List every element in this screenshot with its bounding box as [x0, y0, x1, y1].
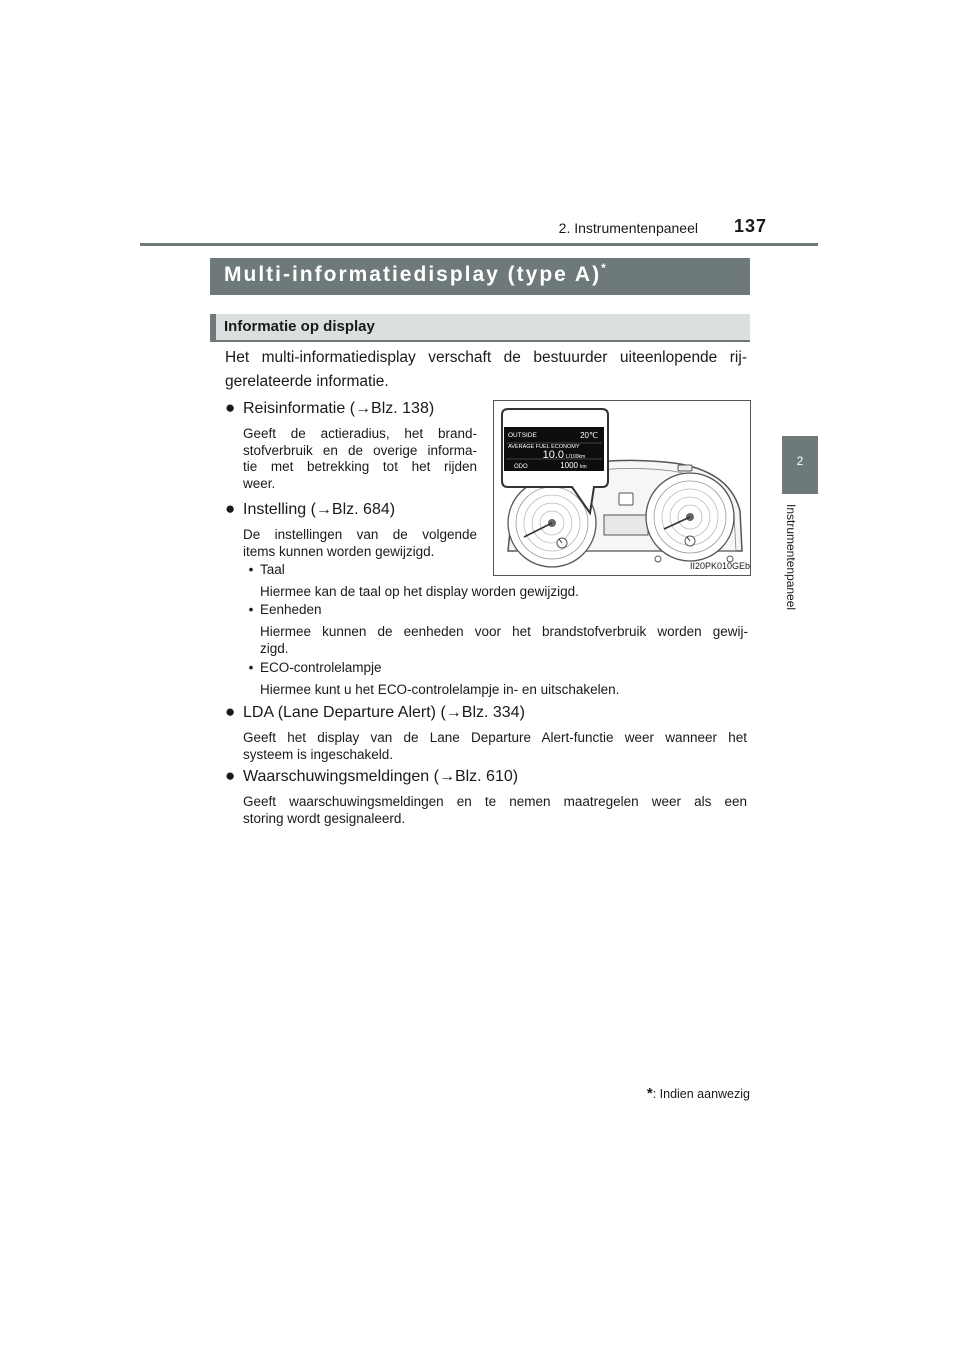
optional-mark: *: [601, 261, 606, 275]
section-banner: [210, 258, 750, 295]
item-trip-info[interactable]: [225, 398, 434, 418]
item-title: Waarschuwingsmeldingen (→Blz. 610): [243, 768, 519, 785]
setting-language: [242, 561, 285, 578]
sub-bullet: •: [248, 602, 254, 617]
subsection-title: Informatie op display: [224, 318, 375, 335]
chapter-title: 2. Instrumentenpaneel: [558, 220, 698, 236]
page-number: 137: [734, 216, 768, 236]
display-outside-value: 20℃: [580, 431, 598, 440]
desc-line: storing wordt gesignaleerd.: [243, 810, 406, 826]
setting-language-desc: [260, 584, 748, 601]
section-title-text: Multi-informatiedisplay (type A): [224, 263, 602, 286]
setting-units-desc: [260, 624, 748, 657]
item-settings-desc: [243, 527, 477, 560]
setting-units: [242, 601, 322, 618]
footnote-text: : Indien aanwezig: [652, 1087, 750, 1101]
item-lda[interactable]: [225, 702, 525, 722]
desc-line: Hiermee kan de taal op het display worden gewijzigd.: [260, 584, 579, 599]
header-rule: [140, 243, 818, 246]
figure-id: II20PK010GEb: [690, 561, 751, 571]
sub-bullet: •: [248, 660, 254, 675]
item-title: Instelling (→Blz. 684): [243, 501, 396, 518]
bullet-icon: ●: [225, 499, 236, 518]
subsection-header: [210, 314, 750, 342]
desc-line: systeem is ingeschakeld.: [243, 746, 394, 762]
desc-line: stofverbruik en de overige informa-: [243, 442, 477, 458]
display-outside-label: OUTSIDE: [508, 432, 537, 439]
display-odo-unit: km: [580, 464, 587, 470]
desc-line: Hiermee kunt u het ECO-controlelampje in- en uitschakelen.: [260, 682, 620, 697]
desc-line: Hiermee kunnen de eenheden voor het brandstofverbruik worden gewij-: [260, 624, 748, 639]
item-title: LDA (Lane Departure Alert) (→Blz. 334): [243, 704, 525, 721]
item-trip-info-desc: [243, 426, 477, 492]
item-warnings[interactable]: [225, 766, 518, 786]
desc-line: items kunnen worden gewijzigd.: [243, 543, 435, 559]
footnote-mark: *: [646, 1085, 653, 1102]
desc-line: De instellingen van de volgende: [243, 527, 477, 542]
desc-line: Geeft waarschuwingsmeldingen en te nemen maatregelen weer als een: [243, 794, 747, 809]
display-odo-value: 1000: [560, 461, 578, 470]
sub-bullet: •: [248, 562, 254, 577]
display-economy-unit: L/100km: [566, 454, 586, 460]
section-title: [224, 263, 606, 287]
bullet-icon: ●: [225, 766, 236, 785]
intro-paragraph: Het multi-informatiedisplay verschaft de bestuurder uiteenlopende rij-gerelateerde informatie.: [225, 349, 747, 390]
instrument-cluster-figure: [493, 400, 751, 576]
desc-line: zigd.: [260, 640, 289, 656]
chapter-tab[interactable]: [782, 436, 818, 494]
subsection-bar: [210, 314, 216, 342]
item-warnings-desc: [243, 794, 747, 827]
item-title: Reisinformatie (→Blz. 138): [243, 400, 435, 417]
setting-eco: [242, 659, 382, 676]
bullet-icon: ●: [225, 702, 236, 721]
setting-label: Taal: [260, 562, 285, 577]
instrument-cluster-illustration: [494, 401, 750, 575]
desc-line: Geeft de actieradius, het brand-: [243, 426, 477, 441]
desc-line: tie met betrekking tot het rijden: [243, 459, 477, 474]
display-odo-label: ODO: [514, 464, 528, 470]
desc-line: Geeft het display van de Lane Departure Alert-functie weer wanneer het: [243, 730, 747, 745]
bullet-icon: ●: [225, 398, 236, 417]
chapter-tab-label: [778, 504, 822, 634]
setting-label: ECO-controlelampje: [260, 660, 382, 675]
display-economy-label: AVERAGE FUEL ECONOMY: [508, 444, 580, 450]
item-settings[interactable]: [225, 499, 395, 519]
footnote: [600, 1085, 750, 1102]
item-lda-desc: [243, 730, 747, 763]
setting-label: Eenheden: [260, 602, 322, 617]
desc-line: weer.: [243, 475, 276, 491]
chapter-tab-number: 2: [796, 454, 804, 468]
setting-eco-desc: [260, 682, 748, 699]
chapter-tab-label-text: Instrumentenpaneel: [784, 504, 798, 611]
display-economy-value: 10.0: [542, 449, 564, 461]
